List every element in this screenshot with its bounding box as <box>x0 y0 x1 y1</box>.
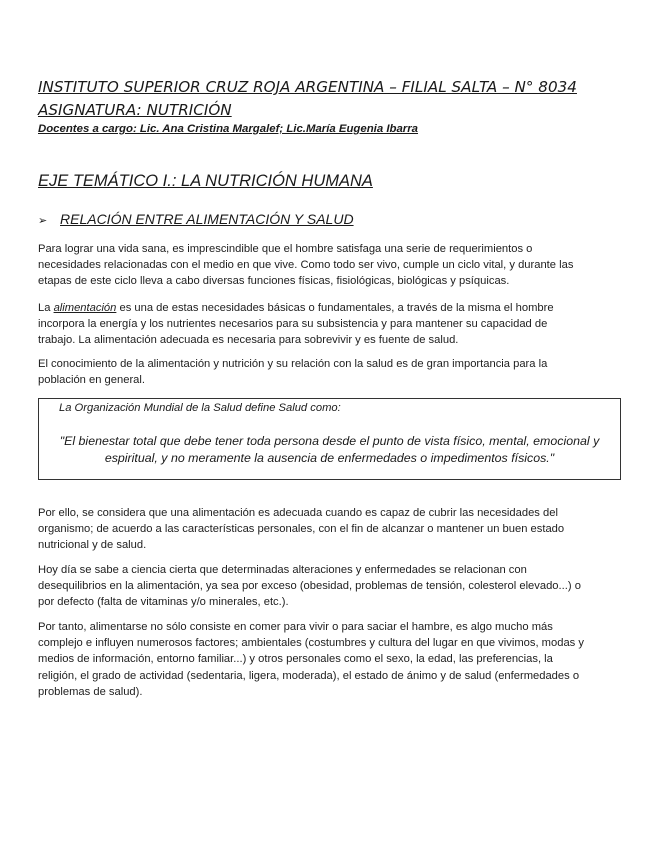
section-heading <box>38 211 354 227</box>
quote-intro: La Organización Mundial de la Salud define Salud como: <box>59 402 341 414</box>
paragraph-line: Hoy día se sabe a ciencia cierta que determinadas alteraciones y enfermedades se relacionan con <box>38 564 527 576</box>
paragraph-line: problemas de salud). <box>38 685 143 698</box>
paragraph-1 <box>38 241 628 290</box>
paragraph-line: organismo; de acuerdo a las características personales, con el fin de alcanzar o mantener un buen estado <box>38 523 565 536</box>
paragraph-lead: La <box>38 302 54 314</box>
subject-heading: ASIGNATURA: NUTRICIÓN <box>38 101 232 119</box>
paragraph-line: población en general. <box>38 374 145 387</box>
paragraph-line-rest: es una de estas necesidades básicas o fundamentales, a través de la misma el hombre <box>116 302 554 314</box>
paragraph-line: El conocimiento de la alimentación y nutrición y su relación con la salud es de gran importancia para la <box>38 358 548 370</box>
paragraph-line: por defecto (falta de vitaminas y/o minerales, etc.). <box>38 596 289 609</box>
paragraph-line: desequilibrios en la alimentación, ya sea por exceso (obesidad, problemas de tensión, colesterol elevado...) o <box>38 580 581 593</box>
who-definition-box <box>38 398 621 480</box>
paragraph-line: Para lograr una vida sana, es imprescindible que el hombre satisfaga una serie de requerimientos o <box>38 243 533 255</box>
quote-line: "El bienestar total que debe tener toda persona desde el punto de vista físico, mental, emocional y <box>59 434 600 448</box>
paragraph-line: Por ello, se considera que una alimentación es adecuada cuando es capaz de cubrir las necesidades del <box>38 507 558 519</box>
paragraph-line: trabajo. La alimentación adecuada es necesaria para sobrevivir y es fuente de salud. <box>38 334 459 347</box>
paragraph-2 <box>38 300 628 349</box>
paragraph-line <box>38 300 628 316</box>
alimentacion-term: alimentación <box>53 302 117 314</box>
paragraph-line: religión, el grado de actividad (sedentaria, ligera, moderada), el estado de ánimo y de salud (enfermedades o <box>38 669 580 682</box>
section-title: RELACIÓN ENTRE ALIMENTACIÓN Y SALUD <box>60 211 354 227</box>
who-health-quote <box>39 433 620 466</box>
paragraph-4 <box>38 505 628 554</box>
paragraph-5 <box>38 562 628 611</box>
paragraph-line: medios de información, entorno familiar...) y otros personales como el sexo, la edad, las preferencias, la <box>38 653 553 666</box>
paragraph-line: etapas de este ciclo lleva a cabo diversas funciones físicas, fisiológicas, biológicas y psíquicas. <box>38 275 510 288</box>
paragraph-3 <box>38 356 628 388</box>
teachers-line: Docentes a cargo: Lic. Ana Cristina Margalef; Lic.María Eugenia Ibarra <box>38 123 419 135</box>
quote-line: espiritual, y no meramente la ausencia de enfermedades o impedimentos físicos." <box>104 450 555 465</box>
paragraph-6 <box>38 619 628 700</box>
paragraph-line: Por tanto, alimentarse no sólo consiste en comer para vivir o para saciar el hambre, es algo mucho más <box>38 621 553 633</box>
theme-title: EJE TEMÁTICO I.: LA NUTRICIÓN HUMANA <box>38 172 373 190</box>
paragraph-line: necesidades relacionadas con el medio en que vive. Como todo ser vivo, cumple un ciclo vital, y durante las <box>38 259 574 272</box>
paragraph-line: nutricional y de salud. <box>38 539 147 552</box>
arrow-bullet-icon: ➢ <box>38 215 48 227</box>
paragraph-line: complejo e influyen numerosos factores; ambientales (costumbres y cultura del lugar en que vivimos, modas y <box>38 637 584 650</box>
institute-heading: INSTITUTO SUPERIOR CRUZ ROJA ARGENTINA – FILIAL SALTA – N° 8034 <box>38 78 577 96</box>
paragraph-line: incorpora la energía y los nutrientes necesarios para su subsistencia y para mantener su capacidad de <box>38 318 548 331</box>
